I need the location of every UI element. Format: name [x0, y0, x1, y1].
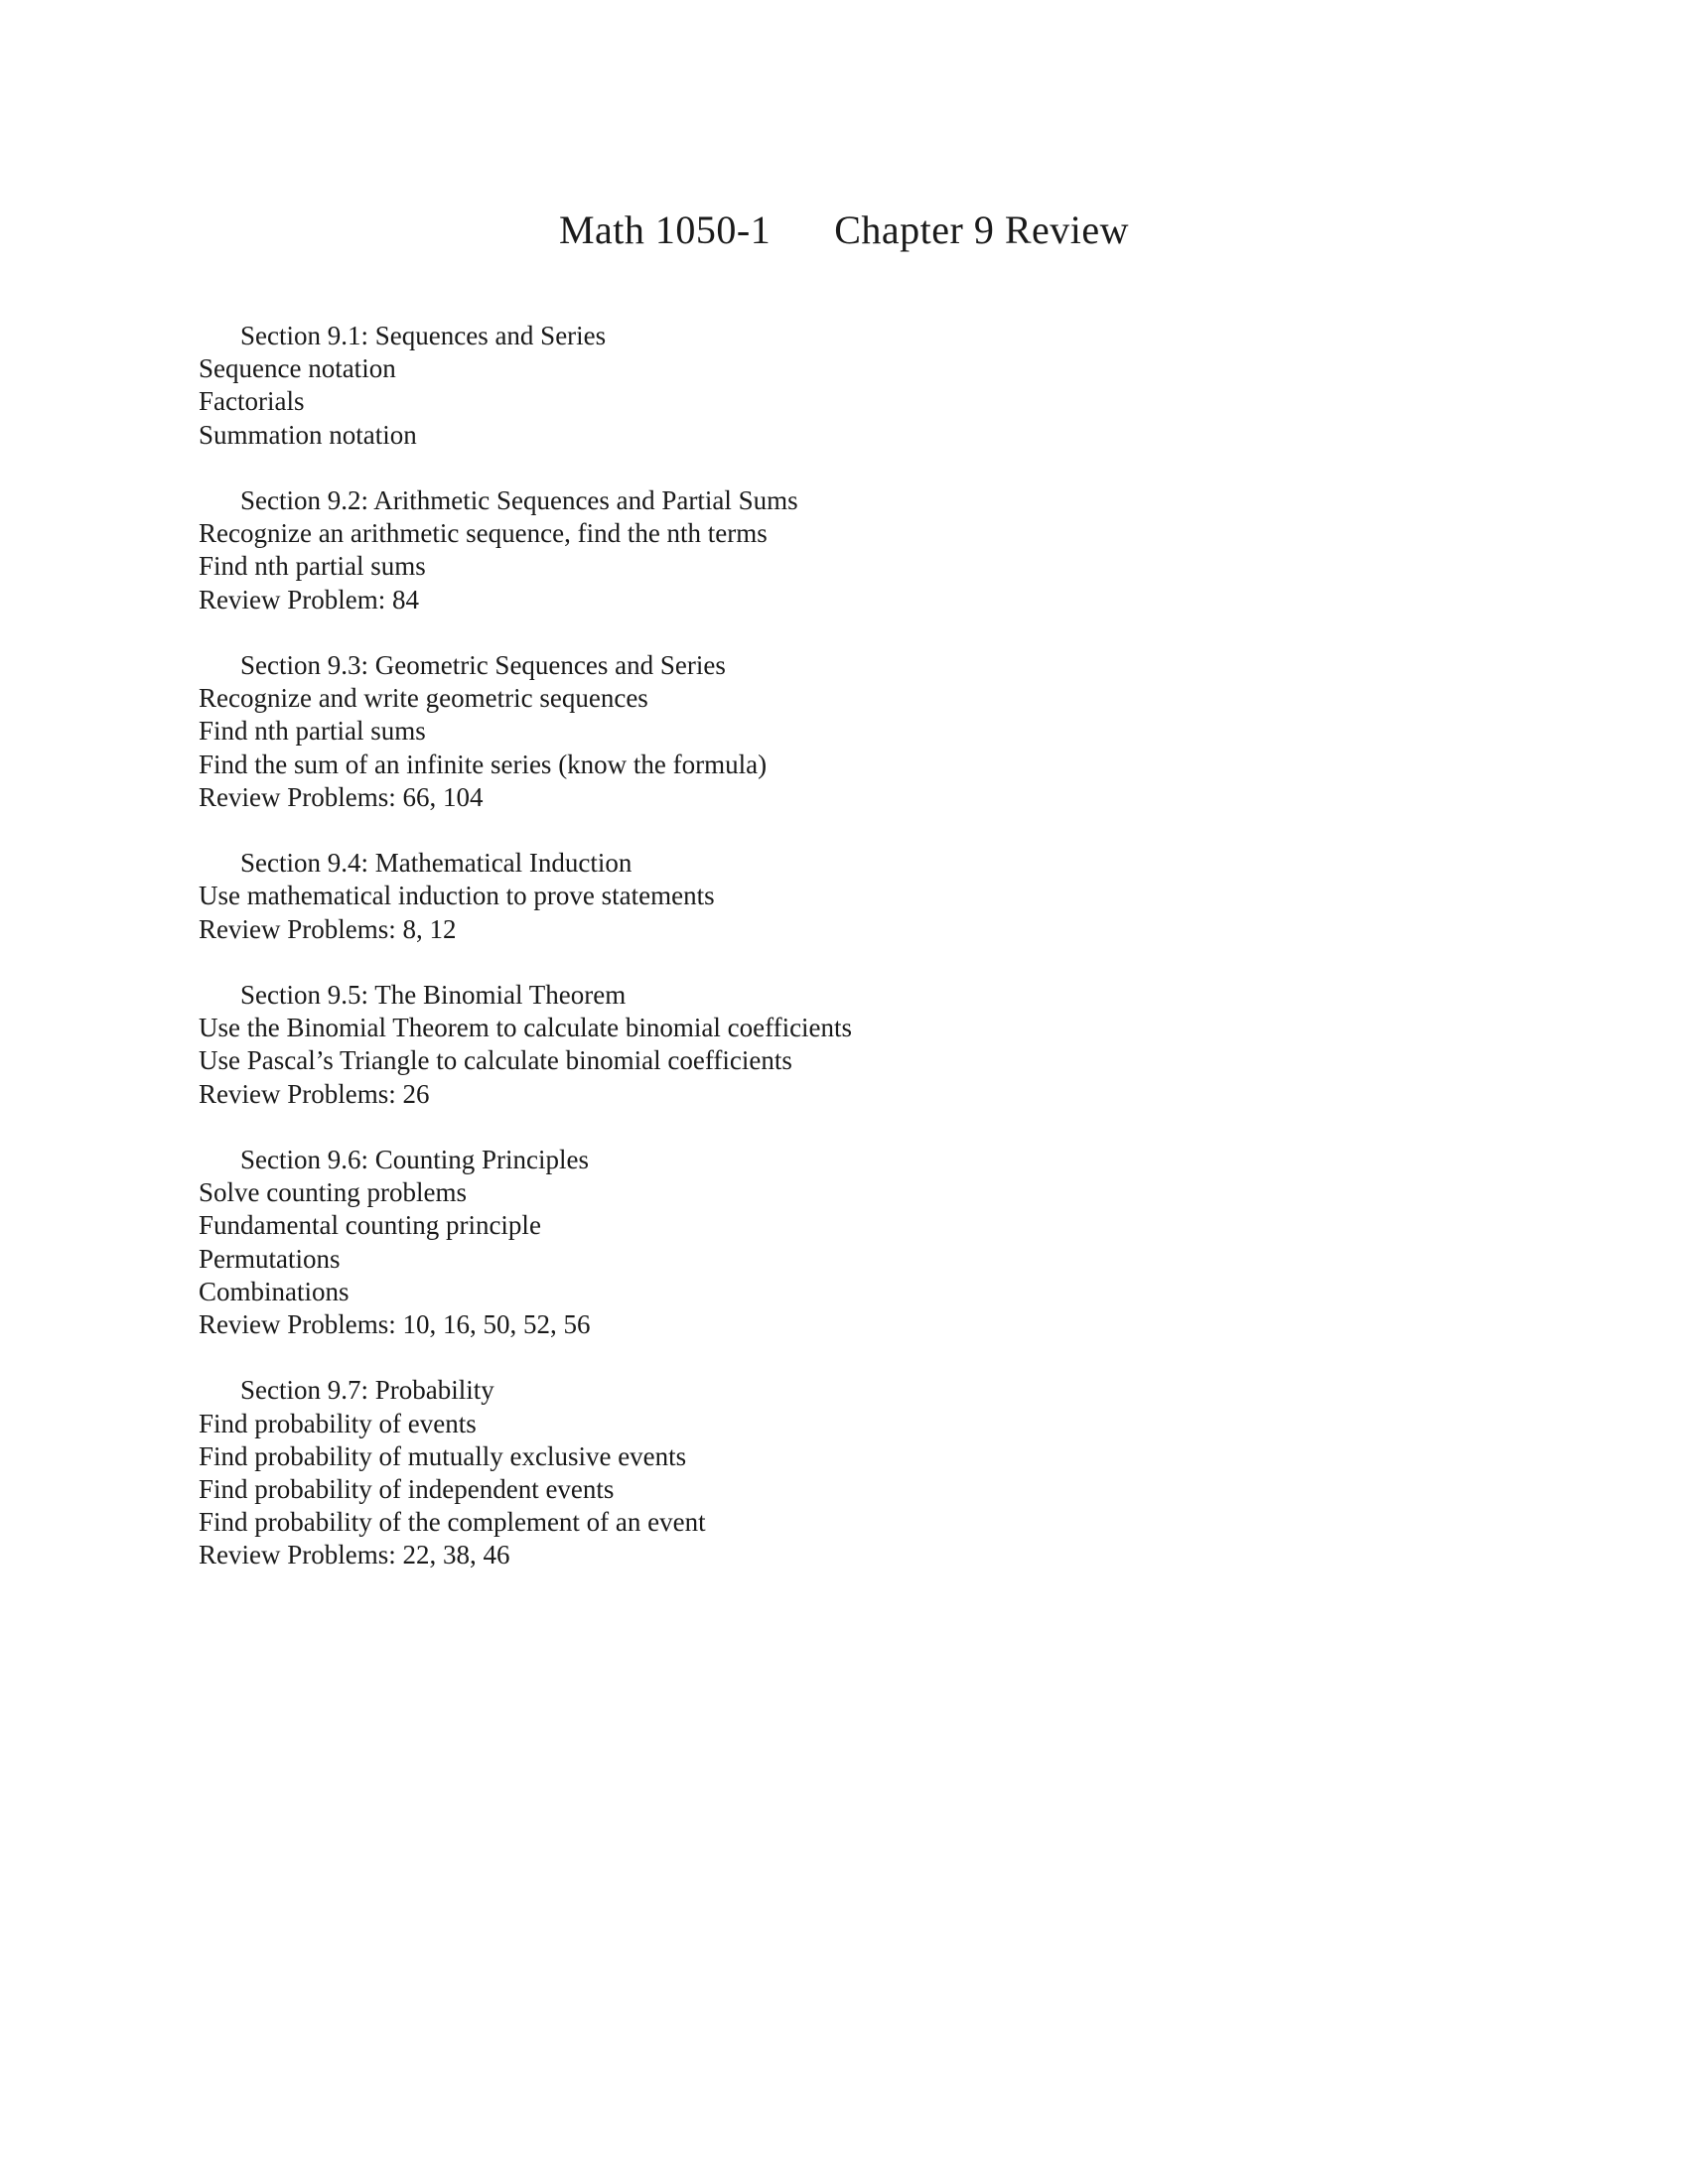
topic-item: Find probability of independent events	[199, 1474, 615, 1505]
section-9-4	[199, 847, 1489, 946]
section-heading: Section 9.4: Mathematical Induction	[240, 848, 633, 879]
section-heading: Section 9.5: The Binomial Theorem	[240, 980, 627, 1010]
topic-item: Use the Binomial Theorem to calculate binomial coefficients	[199, 1013, 853, 1043]
section-9-5	[199, 979, 1489, 1111]
review-problems: Review Problems: 66, 104	[199, 781, 484, 812]
topic-item: Find probability of events	[199, 1408, 477, 1438]
topic-item: Permutations	[199, 1243, 341, 1274]
topic-item: Sequence notation	[199, 353, 396, 384]
section-heading: Section 9.7: Probability	[240, 1375, 494, 1406]
section-9-6	[199, 1144, 1489, 1341]
chapter-title: Chapter 9 Review	[834, 207, 1130, 252]
review-problems: Review Problems: 22, 38, 46	[199, 1540, 510, 1570]
topic-item: Recognize and write geometric sequences	[199, 683, 648, 714]
page-title	[0, 206, 1688, 253]
topic-item: Solve counting problems	[199, 1177, 467, 1208]
topic-item: Combinations	[199, 1276, 350, 1306]
topic-item: Fundamental counting principle	[199, 1210, 541, 1241]
section-9-1	[199, 320, 1489, 452]
topic-item: Summation notation	[199, 419, 417, 450]
topic-item: Find the sum of an infinite series (know the formula)	[199, 749, 768, 779]
course-name: Math 1050-1	[558, 207, 772, 252]
topic-item: Find probability of the complement of an event	[199, 1507, 706, 1538]
topic-item: Recognize an arithmetic sequence, find the nth terms	[199, 518, 768, 549]
review-problems: Review Problems: 26	[199, 1078, 430, 1109]
section-9-7	[199, 1374, 1489, 1571]
section-9-3	[199, 649, 1489, 814]
section-heading: Section 9.2: Arithmetic Sequences and Partial Sums	[240, 485, 798, 515]
review-content	[199, 320, 1489, 1605]
topic-item: Factorials	[199, 386, 305, 417]
review-problems: Review Problems: 8, 12	[199, 913, 457, 944]
section-heading: Section 9.1: Sequences and Series	[240, 321, 607, 350]
review-problems: Review Problem: 84	[199, 584, 419, 614]
section-heading: Section 9.6: Counting Principles	[240, 1145, 589, 1174]
topic-item: Find nth partial sums	[199, 551, 426, 582]
section-9-2	[199, 484, 1489, 616]
topic-item: Use Pascal’s Triangle to calculate binomial coefficients	[199, 1045, 792, 1076]
topic-item: Find probability of mutually exclusive events	[199, 1440, 687, 1471]
topic-item: Use mathematical induction to prove statements	[199, 881, 715, 911]
review-problems: Review Problems: 10, 16, 50, 52, 56	[199, 1309, 591, 1340]
section-heading: Section 9.3: Geometric Sequences and Series	[240, 650, 726, 680]
topic-item: Find nth partial sums	[199, 716, 426, 747]
